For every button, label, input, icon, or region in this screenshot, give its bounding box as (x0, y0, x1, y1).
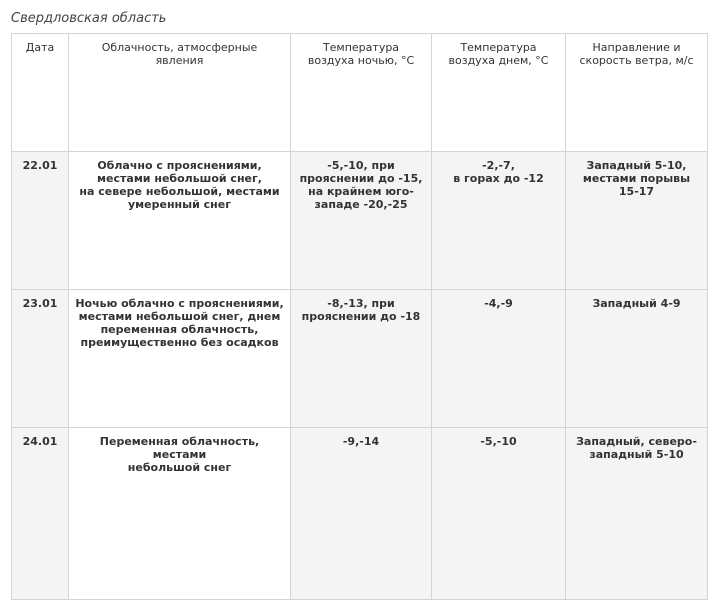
date-cell (12, 152, 69, 290)
header-night-line: воздуха ночью, °C (307, 54, 415, 67)
sky-cell (69, 428, 291, 600)
table-row (12, 290, 708, 428)
table-row (12, 428, 708, 600)
day-line: в горах до -12 (453, 172, 544, 185)
wind-line: Западный 4-9 (592, 297, 681, 310)
night-line: -5,-10, при (327, 159, 395, 172)
wind-line: Западный 5-10, (586, 159, 687, 172)
night-temp-cell (291, 428, 432, 600)
header-night-temp (291, 34, 432, 152)
wind-line: западный 5-10 (589, 448, 684, 461)
day-temp-cell (432, 290, 566, 428)
region-title: Свердловская область (11, 11, 167, 26)
header-sky (69, 34, 291, 152)
date-line: 22.01 (22, 159, 58, 172)
date-cell (12, 290, 69, 428)
wind-line: 15-17 (618, 185, 655, 198)
wind-cell (566, 428, 708, 600)
header-sky-line: Облачность, атмосферные (101, 41, 258, 54)
day-temp-cell (432, 428, 566, 600)
table-row (12, 152, 708, 290)
sky-line: Переменная облачность, местами (99, 435, 260, 461)
header-sky-line: явления (155, 54, 204, 67)
header-day-line: воздуха днем, °C (448, 54, 549, 67)
sky-line: умеренный снег (128, 198, 231, 211)
day-line: -5,-10 (480, 435, 517, 448)
header-wind-line: скорость ветра, м/с (579, 54, 694, 67)
sky-line: местами небольшой снег, (97, 172, 262, 185)
night-line: -8,-13, при (327, 297, 395, 310)
night-line: западе -20,-25 (314, 198, 408, 211)
day-line: -4,-9 (484, 297, 513, 310)
day-temp-cell (432, 152, 566, 290)
sky-cell (69, 290, 291, 428)
night-line: прояснении до -15, (299, 172, 423, 185)
date-line: 24.01 (22, 435, 58, 448)
night-line: на крайнем юго- (308, 185, 414, 198)
sky-line: местами небольшой снег, днем (78, 310, 281, 323)
sky-line: на севере небольшой, местами (79, 185, 280, 198)
date-line: 23.01 (22, 297, 58, 310)
header-wind-line: Направление и (592, 41, 681, 54)
sky-cell (69, 152, 291, 290)
sky-line: Облачно с прояснениями, (97, 159, 262, 172)
header-date-line: Дата (25, 41, 55, 54)
wind-line: Западный, северо- (576, 435, 697, 448)
header-day-temp (432, 34, 566, 152)
header-wind (566, 34, 708, 152)
forecast-table (11, 33, 708, 600)
date-cell (12, 428, 69, 600)
sky-line: переменная облачность, (100, 323, 259, 336)
wind-cell (566, 290, 708, 428)
day-line: -2,-7, (482, 159, 515, 172)
header-row (12, 34, 708, 152)
night-line: -9,-14 (342, 435, 380, 448)
wind-line: местами порывы (582, 172, 691, 185)
header-date (12, 34, 69, 152)
night-temp-cell (291, 290, 432, 428)
sky-line: преимущественно без осадков (80, 336, 279, 349)
sky-line: небольшой снег (127, 461, 232, 474)
night-line: прояснении до -18 (301, 310, 421, 323)
header-day-line: Температура (460, 41, 537, 54)
night-temp-cell (291, 152, 432, 290)
wind-cell (566, 152, 708, 290)
sky-line: Ночью облачно с прояснениями, (75, 297, 284, 310)
header-night-line: Температура (322, 41, 400, 54)
